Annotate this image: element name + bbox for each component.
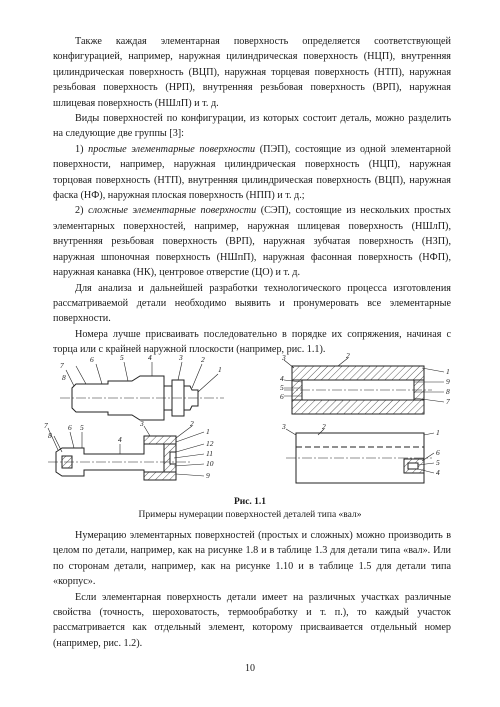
callout-2: 2 <box>201 355 205 364</box>
callout-7: 7 <box>60 361 64 370</box>
callout-10: 10 <box>206 459 214 468</box>
shaft-drawing-3 <box>40 418 230 493</box>
paragraph: Номера лучше присваивать последовательно в порядке их сопряжения, начиная с торца или с крайней наружной плоскости (например, рис. 1.1). <box>53 328 451 356</box>
figure-title: Рис. 1.1 <box>233 497 267 507</box>
callout-8: 8 <box>62 373 66 382</box>
callout-4: 4 <box>148 353 152 362</box>
callout-12: 12 <box>206 439 214 448</box>
paragraph: Виды поверхностей по конфигурации, из которых состоит деталь, можно разделить на следующие две группы [3]: <box>53 113 451 140</box>
term-emphasis: сложные элементарные поверхности <box>88 205 257 217</box>
paragraph: Также каждая элементарная поверхность определяется соответствующей конфигурацией, например, наружная цилиндрическая поверхность (НЦП), внутренняя цилиндрическая поверхность (ВЦП), наружная торцевая поверхность (НТП), наружная резьбовая поверхность (НРП), внутренняя резьбовая поверхность (ВРП), наружная шлицевая поверхность (НШлП) и т. д. <box>53 36 451 109</box>
callout-3: 3 <box>282 423 286 431</box>
callout-8: 8 <box>446 387 450 396</box>
callout-3: 3 <box>282 353 286 362</box>
callout-8: 8 <box>48 431 52 440</box>
paragraph: Если элементарная поверхность детали имеет на различных участках различные свойства (точность, шероховатость, термообработку и т. п.), то каждый участок рассматривается как отдельный элемент, которому присваивается отдельный номер (например, рис. 1.2). <box>53 591 451 649</box>
figure-caption: Примеры нумерации поверхностей деталей типа «вал» <box>138 510 362 520</box>
page-number: 10 <box>245 663 255 674</box>
callout-3: 3 <box>140 419 144 428</box>
callout-5: 5 <box>280 383 284 392</box>
callout-1: 1 <box>446 367 450 376</box>
sleeve-drawing-2 <box>278 352 458 427</box>
callout-4: 4 <box>118 435 122 444</box>
callout-6: 6 <box>280 392 284 401</box>
text-block-bottom <box>53 528 451 651</box>
callout-9: 9 <box>206 471 210 480</box>
shaft-drawing-1 <box>52 350 232 425</box>
paragraph: Для анализа и дальнейшей разработки технологического процесса изготовления рассматриваемой детали необходимо выявить и пронумеровать все элементарные поверхности. <box>53 282 451 325</box>
bushing-drawing-4 <box>278 423 458 493</box>
callout-5: 5 <box>80 423 84 432</box>
callout-9: 9 <box>446 377 450 386</box>
callout-2: 2 <box>322 423 326 431</box>
list-number: 1) <box>75 143 89 155</box>
list-number: 2) <box>75 205 89 217</box>
callout-5: 5 <box>120 353 124 362</box>
list-item-text: (СЭП), состоящие из нескольких простых элементарных поверхностей, например, наружная шлицевая поверхность (НШлП), внутренняя резьбовая поверхность (ВРП), наружная зубчатая поверхность (НЗП), наружная шпоночная поверхность (НШпП), наружная фасонная поверхность (НФП), наружная канавка (НК), центровое отверстие (ЦО) и т. д. <box>53 205 451 279</box>
callout-4: 4 <box>436 468 440 477</box>
callout-7: 7 <box>44 421 48 430</box>
list-item <box>53 142 451 204</box>
callout-1: 1 <box>206 427 210 436</box>
callout-4: 4 <box>280 374 284 383</box>
callout-6: 6 <box>436 448 440 457</box>
callout-2: 2 <box>190 419 194 428</box>
callout-1: 1 <box>218 365 222 374</box>
callout-3: 3 <box>179 353 183 362</box>
callout-5: 5 <box>436 458 440 467</box>
list-item <box>53 203 451 280</box>
callout-6: 6 <box>68 423 72 432</box>
text-block-top <box>53 34 451 358</box>
paragraph: Нумерацию элементарных поверхностей (простых и сложных) можно производить в целом по детали, например, как на рисунке 1.8 и в таблице 1.3 для детали типа «вал». Или по сторонам детали, например, как на рисунке 1.10 и в таблице 1.5 для детали типа «корпус». <box>53 530 451 588</box>
callout-6: 6 <box>90 355 94 364</box>
callout-1: 1 <box>436 428 440 437</box>
term-emphasis: простые элементарные поверхности <box>88 143 256 155</box>
callout-2: 2 <box>346 352 350 360</box>
callout-11: 11 <box>206 449 213 458</box>
callout-7: 7 <box>446 397 450 406</box>
list-item-text: (ПЭП), состоящие из одной элементарной поверхности, например, наружная цилиндрическая поверхность (НЦП), наружная торцовая поверхность (НТП), внутренняя цилиндрическая поверхность (ВЦП), наружная фаска (НФ), наружная плоская поверхность (НПП) и т. д.; <box>53 143 451 202</box>
